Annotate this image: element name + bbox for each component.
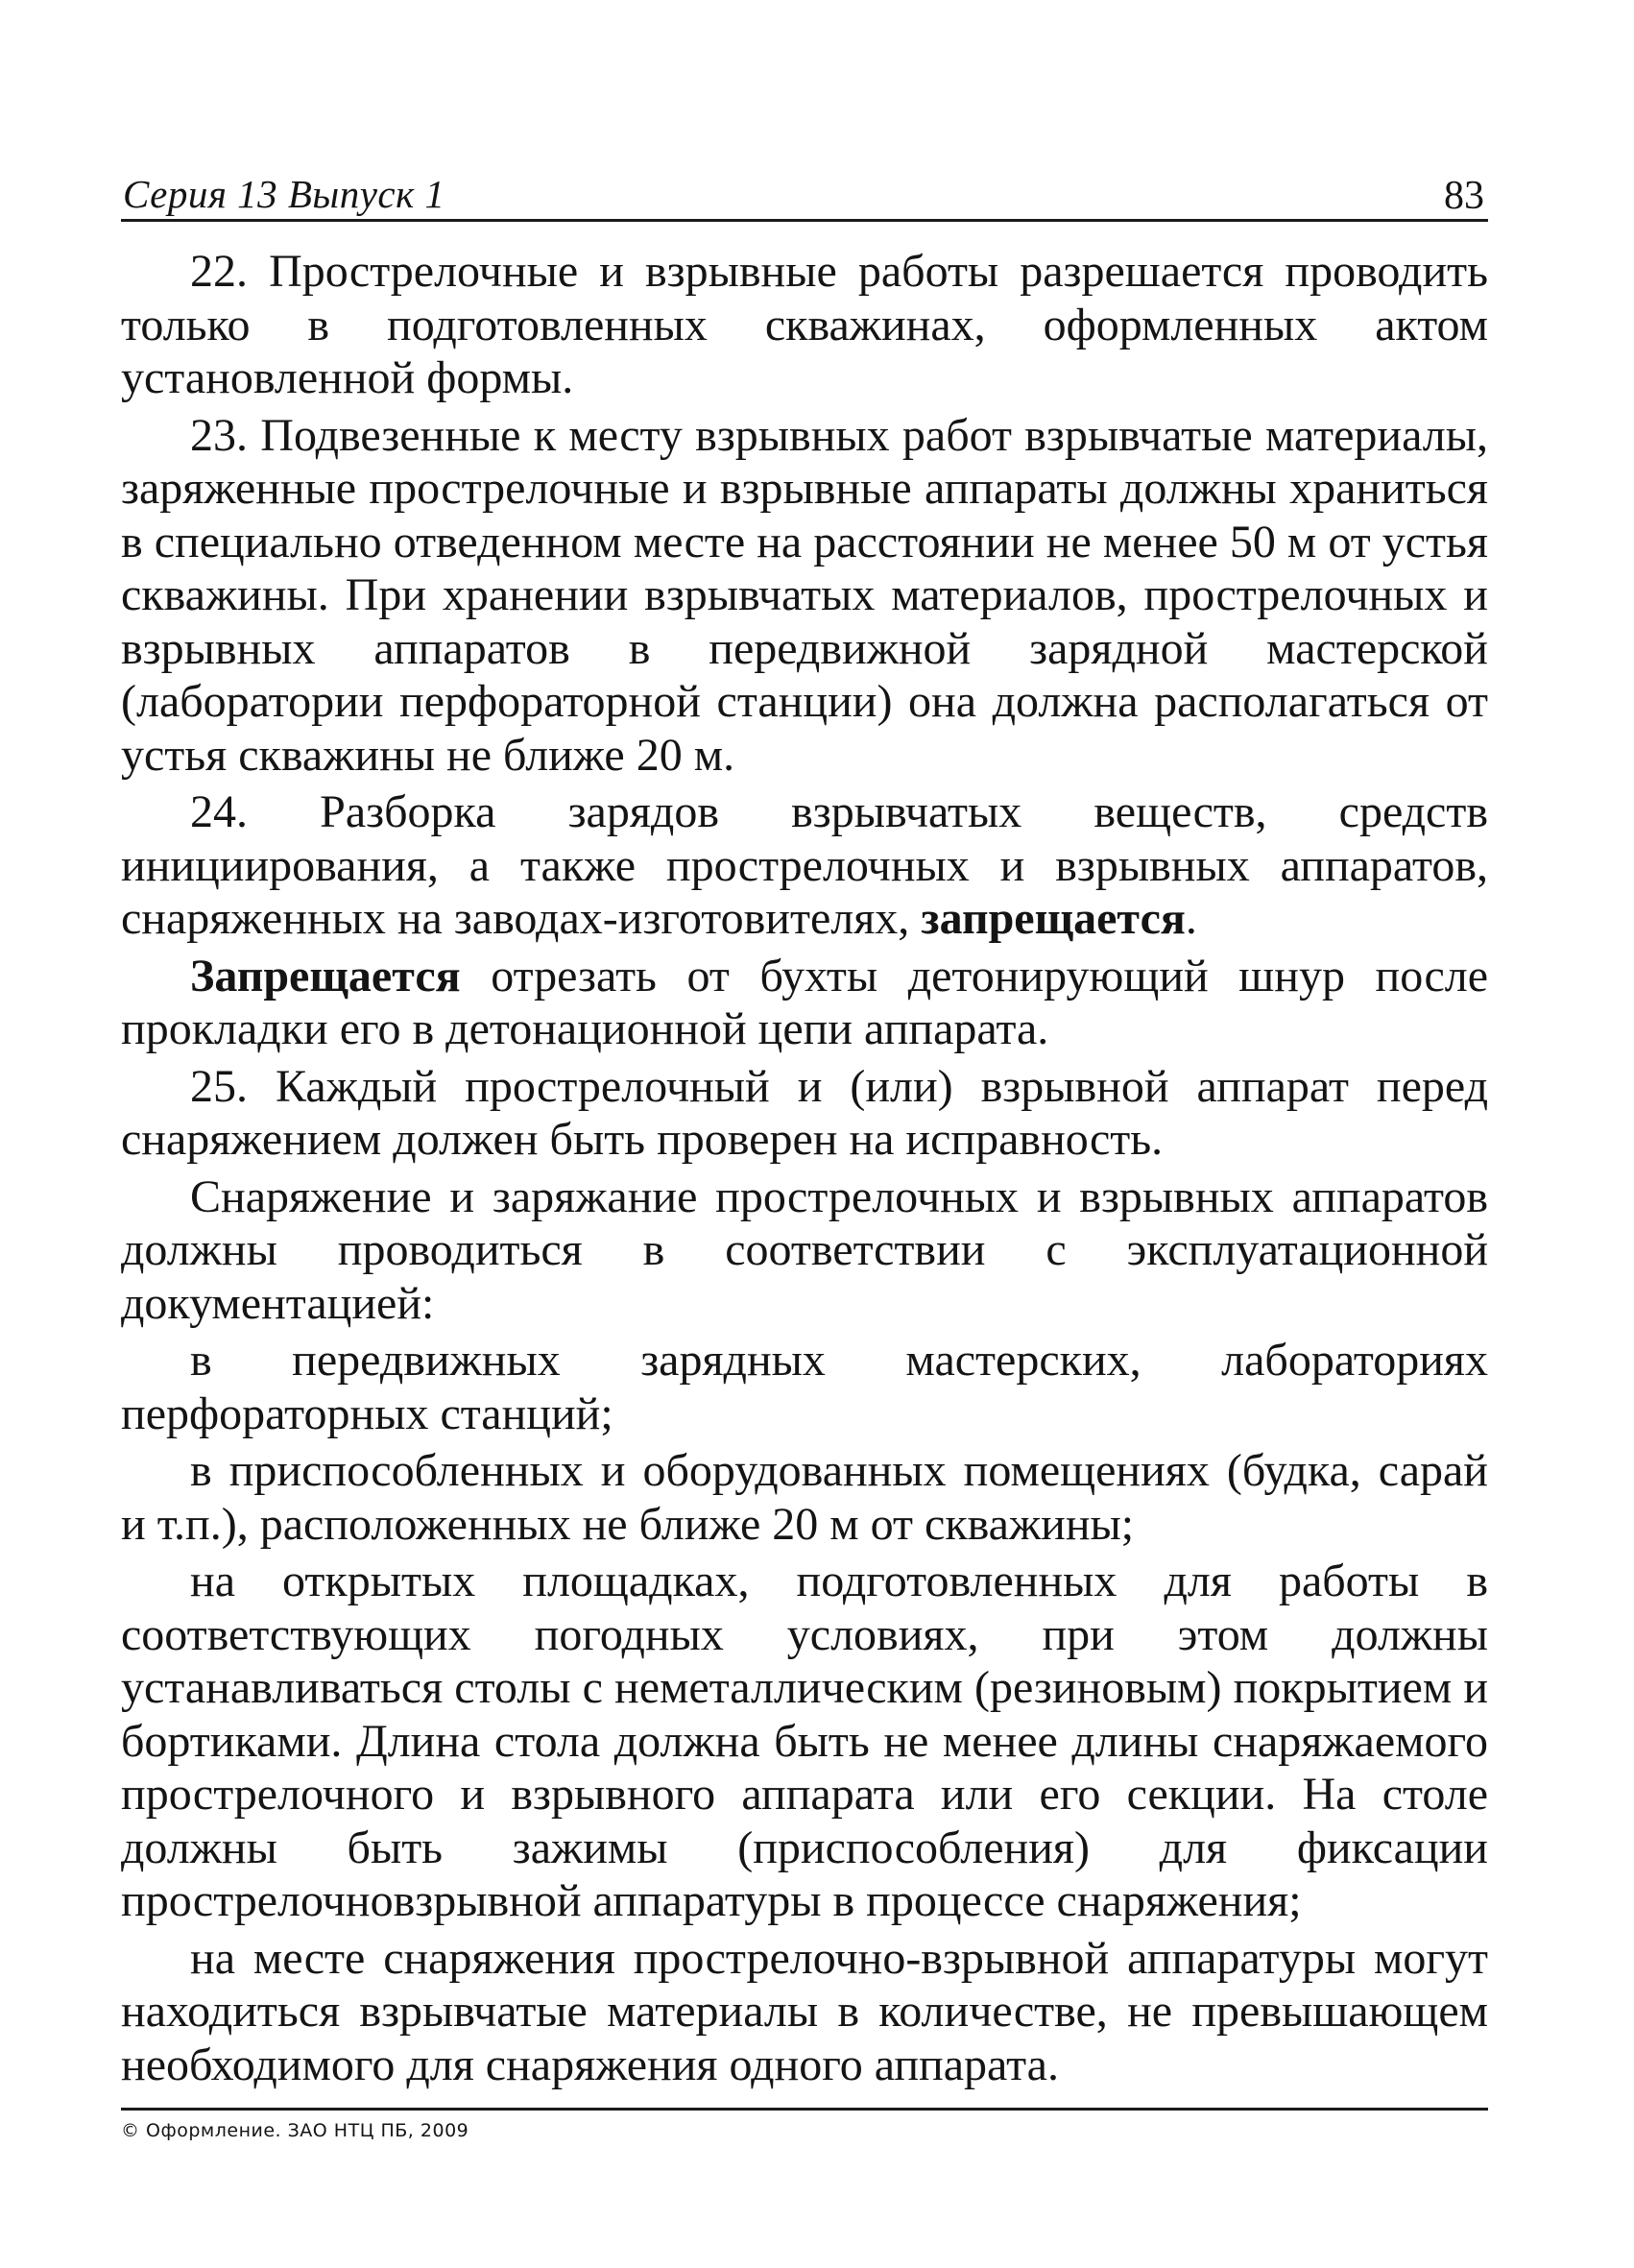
paragraph-text: на открытых площадках, подготовленных для работы в соответствующих погодных условиях, при этом должны устанавливаться столы с неметаллическим (резиновым) покрытием и бортиками. Длина стола должна быть не менее длины снаряжаемого прострелочного и взрывного аппарата или его секции. На столе должны быть зажимы (приспособления) для фиксации прострелочновзрывной аппаратуры в процессе снаряжения; [121,1556,1488,1926]
copyright-footer: © Оформление. ЗАО НТЦ ПБ, 2009 [121,2120,469,2141]
paragraph-text: 22. Прострелочные и взрывные работы разрешается проводить только в подготовленных скважинах, оформленных актом установленной формы. [121,246,1488,403]
paragraph-equipping [121,1170,1488,1331]
paragraph-location-open-sites [121,1555,1488,1928]
paragraph-end: . [1185,893,1197,944]
paragraph-text: 24. Разборка зарядов взрывчатых веществ, средств инициирования, а также прострелочных и взрывных аппаратов, снаряженных на заводах-изготовителях, [121,786,1488,944]
paragraph-23 [121,409,1488,783]
paragraph-text: на месте снаряжения прострелочно-взрывной аппаратуры могут находиться взрывчатые материалы в количестве, не превышающем необходимого для снаряжения одного аппарата. [121,1932,1488,2090]
paragraph-text: отрезать от бухты детонирующий шнур после прокладки его в детонационной цепи аппарата. [121,950,1488,1054]
series-issue-label: Серия 13 Выпуск 1 [123,172,445,216]
paragraph-text: 23. Подвезенные к месту взрывных работ взрывчатые материалы, заряженные прострелочные и взрывные аппараты должны храниться в специально отведенном месте на расстоянии не менее 50 м от устья скважины. При хранении взрывчатых материалов, прострелочных и взрывных аппаратов в передвижной зарядной мастерской (лаборатории перфораторной станции) она должна располагаться от устья скважины не ближе 20 м. [121,409,1488,781]
paragraph-location-premises [121,1444,1488,1551]
page-number: 83 [1444,174,1484,218]
footer-rule [121,2108,1488,2111]
paragraph-22 [121,245,1488,405]
running-header [121,163,1488,222]
paragraph-text: в приспособленных и оборудованных помещениях (будка, сарай и т.п.), расположенных не ближе 20 м от скважины; [121,1445,1488,1550]
emphasis-prohibited: запрещается [921,893,1186,944]
body-text [121,245,1488,2095]
paragraph-prohibition [121,950,1488,1056]
paragraph-text: 25. Каждый прострелочный и (или) взрывной аппарат перед снаряжением должен быть проверен на исправность. [121,1060,1488,1165]
paragraph-text: Снаряжение и заряжание прострелочных и взрывных аппаратов должны проводиться в соответствии с эксплуатационной документацией: [121,1170,1488,1329]
paragraph-24 [121,785,1488,946]
paragraph-25 [121,1060,1488,1167]
paragraph-location-mobile [121,1334,1488,1440]
paragraph-explosives-quantity [121,1932,1488,2092]
emphasis-prohibited: Запрещается [190,950,461,1001]
paragraph-text: в передвижных зарядных мастерских, лабораториях перфораторных станций; [121,1335,1488,1439]
